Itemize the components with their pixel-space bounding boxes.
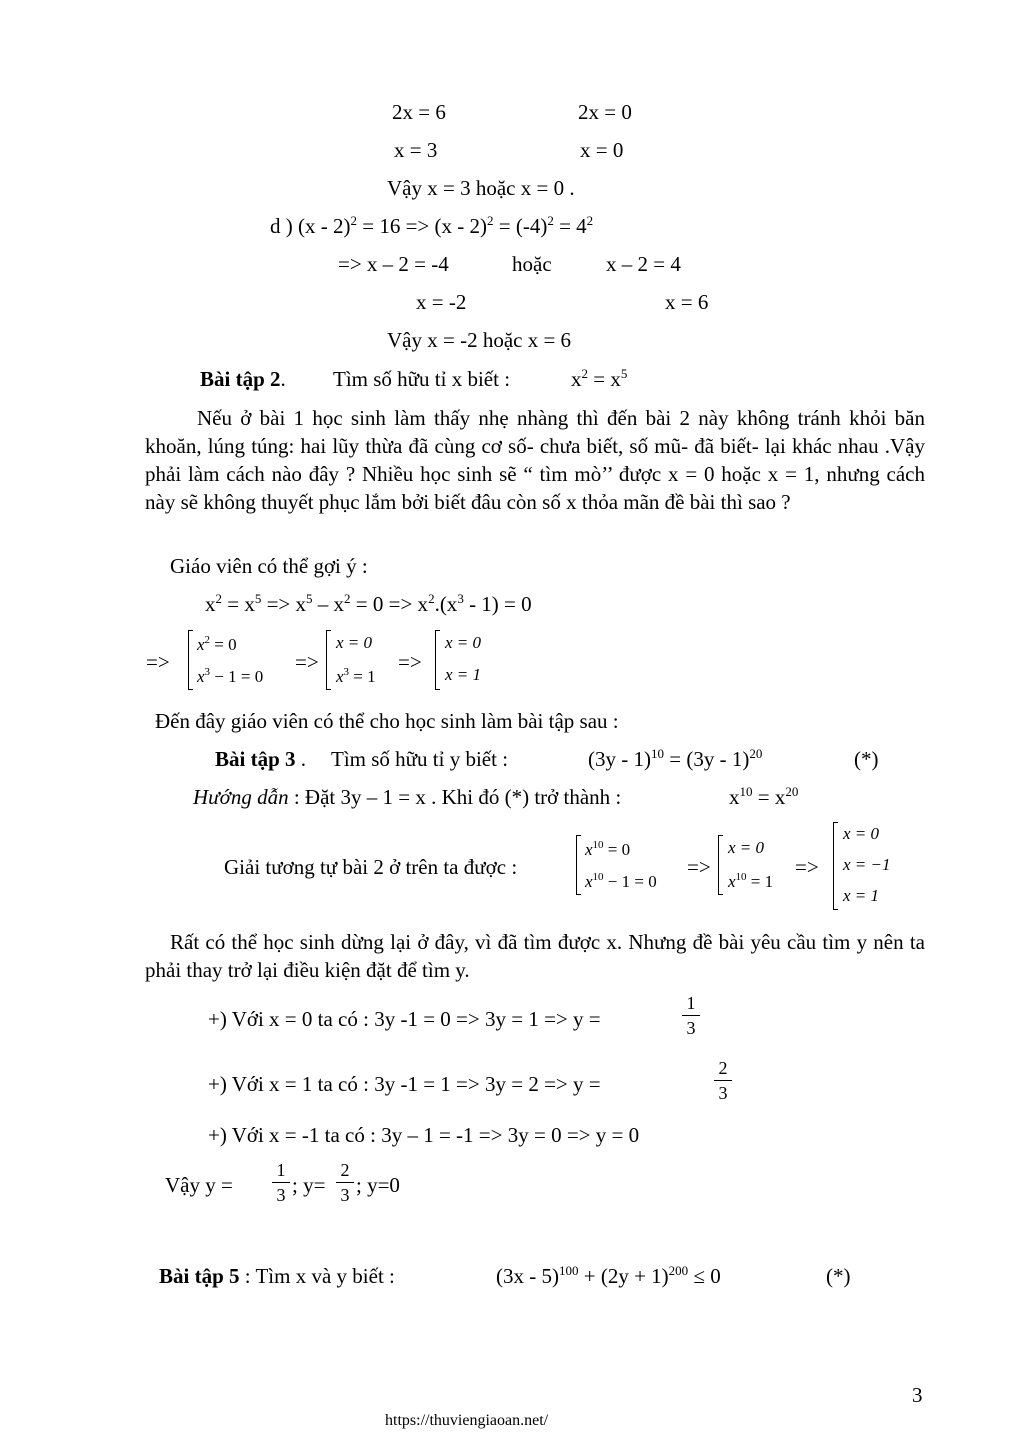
page-number: 3 bbox=[912, 1383, 923, 1407]
system-row: $x^3 - 1 = 0$ bbox=[197, 666, 264, 686]
equation-star: (*) bbox=[826, 1264, 851, 1288]
fraction: 2 3 bbox=[336, 1160, 354, 1205]
implies-arrow: => bbox=[687, 855, 711, 879]
exercise-3-text: Tìm số hữu tỉ y biết : bbox=[331, 747, 509, 771]
exercise-2-text: Tìm số hữu tỉ x biết : bbox=[333, 367, 511, 391]
conclusion-line: ; y= bbox=[292, 1173, 326, 1197]
footer-url: https://thuviengiaoan.net/ bbox=[385, 1412, 549, 1429]
eq-line: hoặc bbox=[512, 252, 552, 276]
equation-star: (*) bbox=[854, 747, 879, 771]
eq-line: 2x = 6 bbox=[392, 100, 446, 124]
paragraph: Rất có thể học sinh dừng lại ở đây, vì đã tìm được x. Nhưng đề bài yêu cầu tìm y nên ta phải thay trở lại điều kiện đặt để tìm y. bbox=[145, 930, 925, 982]
fraction: 2 3 bbox=[714, 1058, 732, 1103]
eq-line: x = 6 bbox=[665, 290, 709, 314]
system-bracket bbox=[576, 835, 581, 895]
exercise-5-heading: Bài tập 5 : Tìm x và y biết : bbox=[159, 1264, 395, 1288]
implies-arrow: => bbox=[295, 650, 319, 674]
eq-line: 2x = 0 bbox=[578, 100, 632, 124]
exercise-title: Bài tập 3 bbox=[215, 747, 296, 771]
conclusion-line: ; y=0 bbox=[356, 1173, 400, 1197]
solve-line: Giải tương tự bài 2 ở trên ta được : bbox=[224, 855, 518, 879]
system-bracket bbox=[326, 630, 331, 690]
exercise-2-heading: Bài tập 2. bbox=[200, 367, 286, 391]
system-row: $x^{10} - 1 = 0$ bbox=[585, 871, 657, 891]
system-row: $x^{10} = 0$ bbox=[585, 839, 631, 859]
hint-line: Giáo viên có thể gợi ý : bbox=[170, 554, 368, 578]
guide-line: Hướng dẫn : Đặt 3y – 1 = x . Khi đó (*) trở thành : bbox=[193, 785, 622, 809]
implies-arrow: => bbox=[398, 650, 422, 674]
system-row: x = 0 bbox=[728, 838, 765, 857]
eq-line: x = -2 bbox=[416, 290, 467, 314]
case-line: +) Với x = 1 ta có : 3y -1 = 1 => 3y = 2 => y = bbox=[208, 1072, 601, 1096]
system-row: x = 0 bbox=[843, 824, 880, 843]
exercise-3-heading: Bài tập 3 . bbox=[215, 747, 307, 771]
system-bracket bbox=[435, 630, 440, 690]
system-row: $x^{10} = 1$ bbox=[728, 871, 774, 891]
system-row: x = 1 bbox=[445, 665, 482, 684]
conclusion-line: Vậy x = 3 hoặc x = 0 . bbox=[387, 176, 575, 200]
case-line: +) Với x = -1 ta có : 3y – 1 = -1 => 3y = 0 => y = 0 bbox=[208, 1123, 640, 1147]
system-row: $x^3 = 1$ bbox=[336, 666, 376, 686]
exercise-5-equation: $(3x - 5)^{100} + (2y + 1)^{200} \le 0$ bbox=[496, 1263, 721, 1288]
system-bracket bbox=[833, 822, 838, 910]
paragraph: Nếu ở bài 1 học sinh làm thấy nhẹ nhàng thì đến bài 2 này không tránh khỏi băn khoăn, lúng túng: hai lũy thừa đã cùng cơ số- chưa biết, số mũ- đã biết- lại khác nhau .Vậy phải làm cách nào đây ? Nhiều học sinh sẽ “ tìm mò’’ được x = 0 hoặc x = 1, nhưng cách này sẽ không thuyết phục lắm bởi biết đâu còn số x thỏa mãn đề bài thì sao ? bbox=[145, 406, 925, 514]
part-d-line: d ) $(x - 2)^2 = 16 => (x - 2)^2 = (-4)^2 = 4^2$ bbox=[270, 213, 594, 238]
transition-line: Đến đây giáo viên có thể cho học sinh làm bài tập sau : bbox=[155, 709, 619, 733]
eq-line: x = 3 bbox=[394, 138, 438, 162]
eq-line: => x – 2 = -4 bbox=[338, 252, 449, 276]
conclusion-line: Vậy x = -2 hoặc x = 6 bbox=[387, 328, 572, 352]
eq-line: x – 2 = 4 bbox=[606, 252, 681, 276]
system-bracket bbox=[718, 835, 723, 895]
exercise-title: Bài tập 2 bbox=[200, 367, 281, 391]
hint-equation: $x^2 = x^5 => x^5 - x^2 = 0 => x^2.(x^3 - 1) = 0$ bbox=[205, 591, 532, 616]
conclusion-line: Vậy y = bbox=[165, 1173, 233, 1197]
implies-arrow: => bbox=[795, 855, 819, 879]
eq-line: x = 0 bbox=[580, 138, 624, 162]
fraction: 1 3 bbox=[272, 1160, 290, 1205]
fraction: 1 3 bbox=[682, 993, 700, 1038]
system-bracket bbox=[188, 630, 193, 690]
system-row: x = 1 bbox=[843, 886, 880, 905]
guide-equation: $x^{10} = x^{20}$ bbox=[729, 784, 799, 809]
system-row: $x^2 = 0$ bbox=[197, 634, 237, 654]
case-line: +) Với x = 0 ta có : 3y -1 = 0 => 3y = 1 => y = bbox=[208, 1007, 601, 1031]
system-row: x = 0 bbox=[336, 633, 373, 652]
exercise-2-equation: $x^2 = x^5$ bbox=[571, 366, 628, 391]
system-row: x = 0 bbox=[445, 633, 482, 652]
implies-arrow: => bbox=[146, 650, 170, 674]
system-row: x = −1 bbox=[843, 855, 891, 874]
exercise-3-equation: (3y - 1)$^{10}$ = (3y - 1)$^{20}$ bbox=[588, 746, 763, 771]
exercise-title: Bài tập 5 bbox=[159, 1264, 240, 1288]
